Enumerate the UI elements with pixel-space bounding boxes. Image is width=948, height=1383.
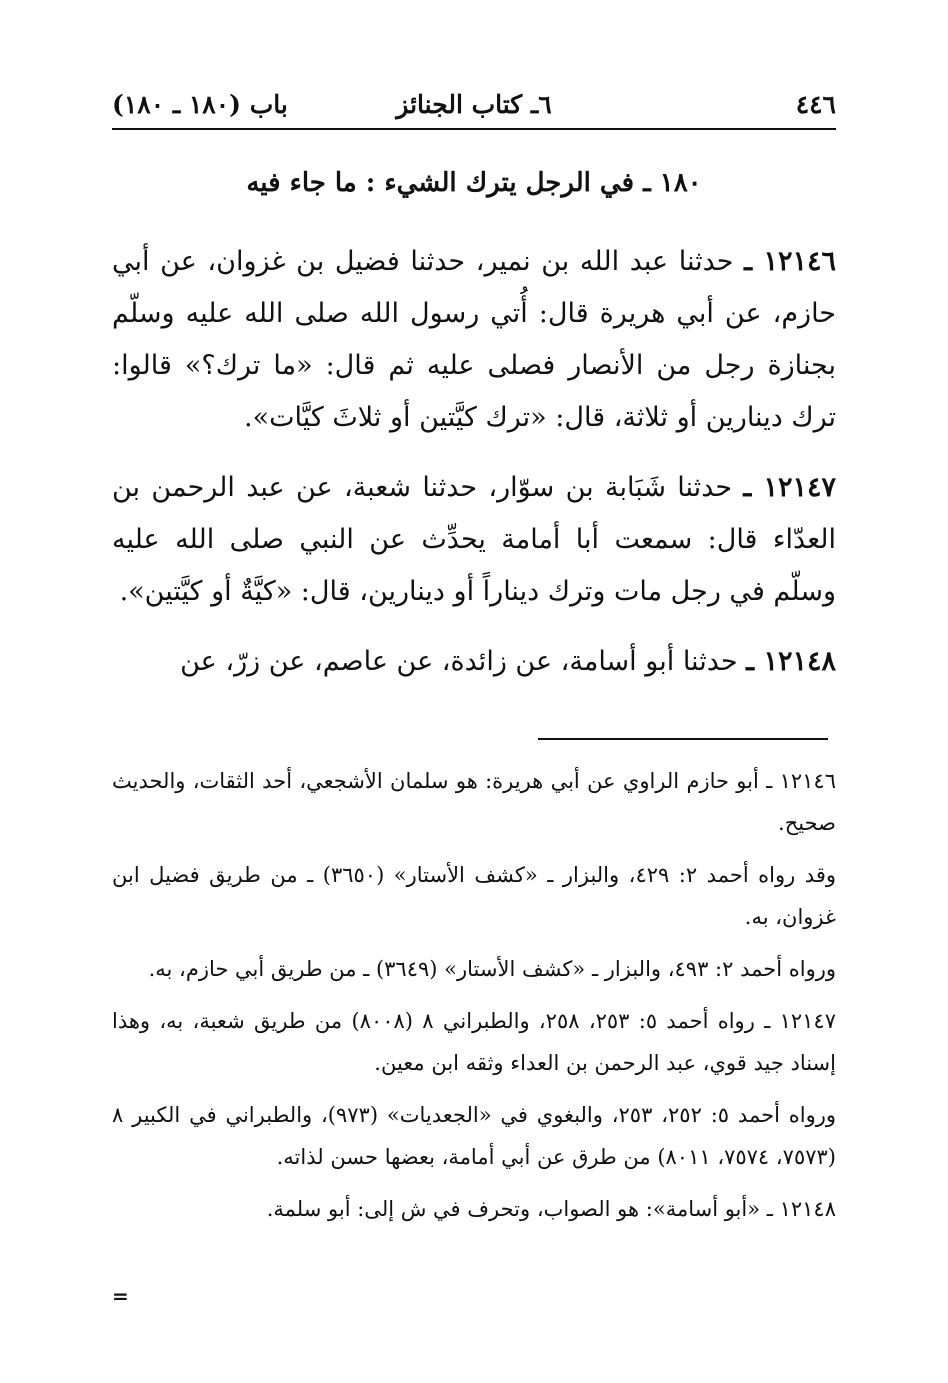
hadith-number: ١٢١٤٨ ـ [746, 646, 836, 677]
page-number: ٤٤٦ [795, 90, 836, 119]
hadith-number: ١٢١٤٦ ـ [744, 246, 836, 277]
hadith-paragraph [112, 462, 836, 618]
hadith-text: حدثنا عبد الله بن نمير، حدثنا فضيل بن غزوان، عن أبي حازم، عن أبي هريرة قال: أُتي رسول الله صلى الله عليه وسلّم بجنازة رجل من الأنصار فصلى عليه ثم قال: «ما ترك؟» قالوا: ترك دينارين أو ثلاثة، قال: «ترك كيَّتين أو ثلاثَ كيَّات». [112, 246, 836, 433]
main-text [112, 236, 836, 706]
footnote: ١٢١٤٦ ـ أبو حازم الراوي عن أبي هريرة: هو سلمان الأشجعي، أحد الثقات، والحديث صحيح. [112, 769, 836, 835]
footnotes [112, 760, 836, 1240]
chapter-range: باب (١٨٠ ـ ١٨٠) [112, 90, 288, 119]
running-header [112, 84, 836, 124]
hadith-text: حدثنا شَبَابة بن سوّار، حدثنا شعبة، عن عبد الرحمن بن العدّاء قال: سمعت أبا أمامة يحدِّث عن النبي صلى الله عليه وسلّم في رجل مات وترك ديناراً أو دينارين، قال: «كيَّةٌ أو كيَّتين». [112, 472, 836, 607]
hadith-paragraph [112, 236, 836, 444]
book-title: ٦ـ كتاب الجنائز [396, 90, 552, 119]
header-divider [112, 128, 836, 130]
hadith-number: ١٢١٤٧ ـ [743, 472, 836, 503]
footnote: وقد رواه أحمد ٢: ٤٢٩، والبزار ـ «كشف الأستار» (٣٦٥٠) ـ من طريق فضيل ابن غزوان، به. [112, 863, 836, 929]
hadith-paragraph [112, 636, 836, 688]
footnote: ورواه أحمد ٥: ٢٥٢، ٢٥٣، والبغوي في «الجعديات» (٩٧٣)، والطبراني في الكبير ٨ (٧٥٧٣، ٧٥٧٤، ٨٠١١) من طرق عن أبي أمامة، بعضها حسن لذاته. [112, 1103, 837, 1169]
footnote-divider [538, 738, 828, 740]
footnote: ١٢١٤٧ ـ رواه أحمد ٥: ٢٥٣، ٢٥٨، والطبراني ٨ (٨٠٠٨) من طريق شعبة، به، وهذا إسناد جيد قوي، عبد الرحمن بن العداء وثقه ابن معين. [112, 1009, 836, 1075]
hadith-text: حدثنا أبو أسامة، عن زائدة، عن عاصم، عن زرّ، عن [180, 646, 738, 677]
footnote: ورواه أحمد ٢: ٤٩٣، والبزار ـ «كشف الأستار» (٣٦٤٩) ـ من طريق أبي حازم، به. [148, 957, 836, 981]
chapter-title: ١٨٠ ـ في الرجل يترك الشيء : ما جاء فيه [246, 168, 702, 198]
footnote: ١٢١٤٨ ـ «أبو أسامة»: هو الصواب، وتحرف في ش إلى: أبو سلمة. [266, 1197, 836, 1221]
page-continuation-mark: = [112, 1284, 129, 1308]
